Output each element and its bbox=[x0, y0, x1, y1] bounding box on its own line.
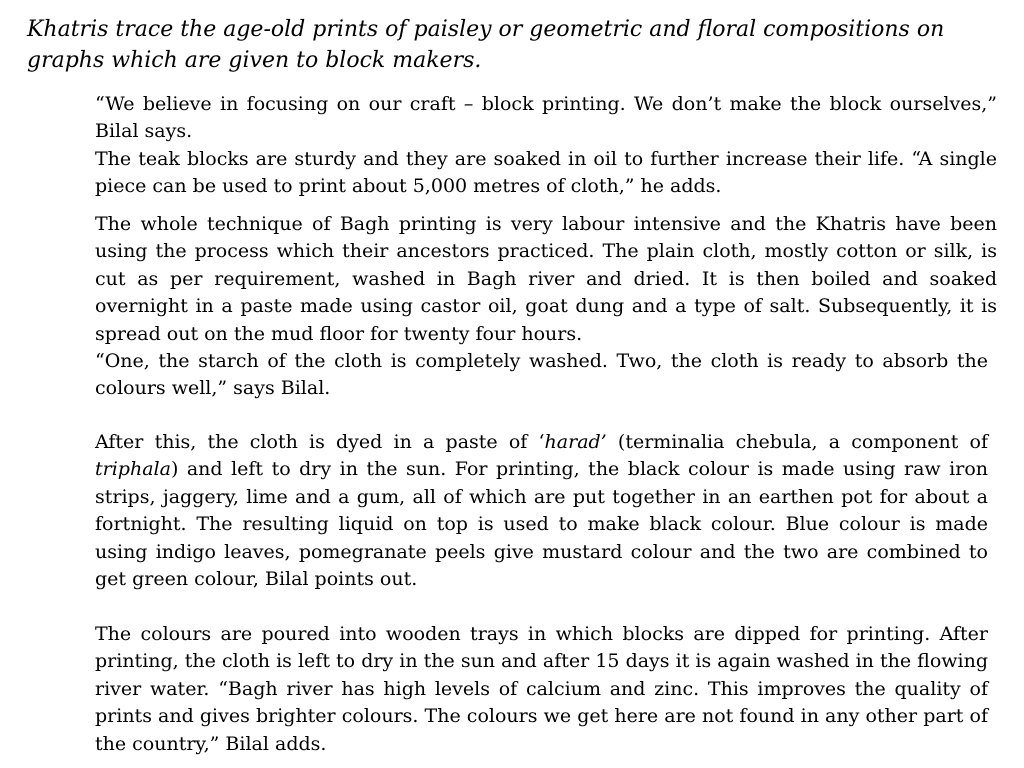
paragraph-colours-trays: The colours are poured into wooden trays in which blocks are dipped for printing. After printing, the cloth is left to dry in the sun and after 15 days it is again washed in the flowing river water. “Bagh river has high levels of calcium and zinc. This improves the quality of prints and gives brighter colours. The colours we get here are not found in any other part of the country,” Bilal adds. bbox=[95, 623, 988, 755]
dyeing-text-2: (terminalia chebula, a component of bbox=[606, 431, 988, 453]
paragraph-teak-blocks: The teak blocks are sturdy and they are soaked in oil to further increase their life. “A single piece can be used to print about 5,000 metres of cloth,” he adds. bbox=[95, 147, 997, 198]
dyeing-text-3: ) and left to dry in the sun. For printing, the black colour is made using raw iron strips, jaggery, lime and a gum, all of which are put together in an earthen pot for about a fortnight. The resulting liquid on top is used to make black colour. Blue colour is made using indigo leaves, pomegranate peels give mustard colour and the two are combined to get green colour, Bilal points out. bbox=[95, 458, 988, 591]
dyeing-text-1: After this, the cloth is dyed in a paste of ‘ bbox=[95, 431, 545, 453]
paragraph-technique: The whole technique of Bagh printing is very labour intensive and the Khatris have been using the process which their ancestors practiced. The plain cloth, mostly cotton or silk, is cut as per requirement, washed in Bagh river and dried. It is then boiled and soaked overnight in a paste made using castor oil, goat dung and a type of salt. Subsequently, it is spread out on the mud floor for twenty four hours. bbox=[95, 213, 997, 345]
article-section-2 bbox=[95, 211, 997, 403]
article-section-1 bbox=[95, 91, 997, 201]
paragraph-dyeing bbox=[95, 429, 988, 593]
photo-caption: Khatris trace the age-old prints of paisley or geometric and floral compositions on graphs which are given to block makers. bbox=[27, 17, 945, 73]
article-section-4 bbox=[95, 621, 988, 758]
triphala-term: triphala bbox=[95, 458, 171, 481]
harad-term: harad’ bbox=[544, 431, 607, 453]
paragraph-craft-quote: “We believe in focusing on our craft – block printing. We don’t make the block ourselves,” Bilal says. bbox=[95, 93, 997, 143]
article-section-3 bbox=[95, 429, 988, 593]
paragraph-starch-quote: “One, the starch of the cloth is completely washed. Two, the cloth is ready to absorb the colours well,” says Bilal. bbox=[95, 350, 988, 400]
